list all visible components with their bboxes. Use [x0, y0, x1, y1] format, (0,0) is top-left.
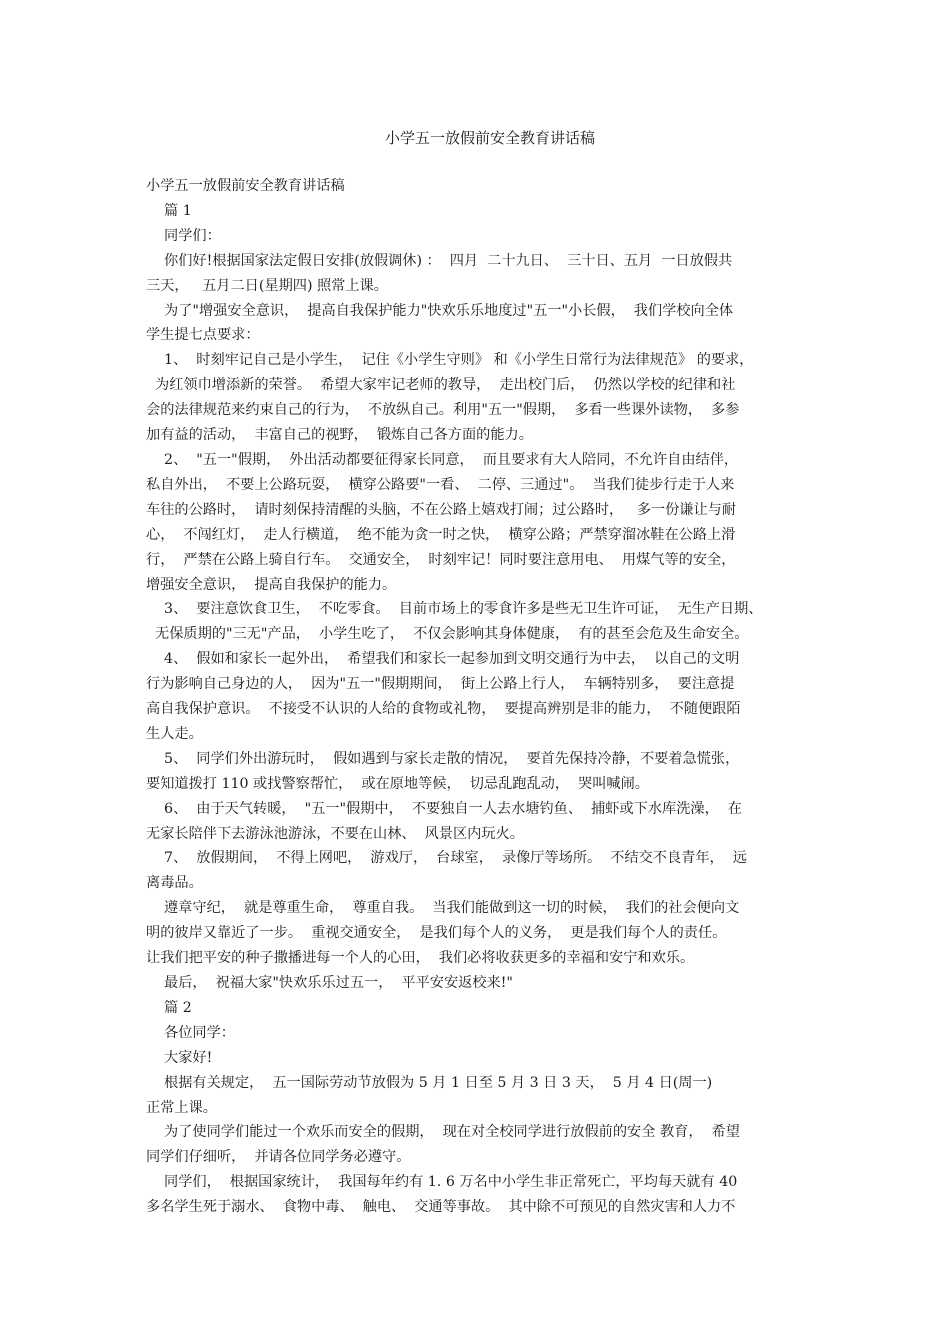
text-line: 正常上课。	[146, 1099, 217, 1116]
text-line: 行为影响自己身边的人， 因为"五一"假期期间， 街上公路上行人， 车辆特别多， 要注意提	[146, 676, 735, 693]
text-line: 会的法律规范来约束自己的行为， 不放纵自己。利用"五一"假期， 多看一些课外读物， 多参	[146, 402, 740, 419]
text-line: 增强安全意识， 提高自我保护的能力。	[146, 576, 397, 593]
text-line: 6、 由于天气转暖， "五一"假期中， 不要独自一人去水塘钓鱼、 捕虾或下水库洗澡， 在	[146, 800, 742, 817]
text-line: 同学们， 根据国家统计， 我国每年约有 1. 6 万名中小学生非正常死亡，平均每天就有 40	[146, 1174, 738, 1191]
text-line: 无保质期的"三无"产品， 小学生吃了， 不仅会影响其身体健康， 有的甚至会危及生命安全。	[146, 626, 749, 643]
text-line: 篇 2	[146, 999, 192, 1016]
text-line: 明的彼岸又靠近了一步。 重视交通安全， 是我们每个人的义务， 更是我们每个人的责任。	[146, 925, 727, 942]
text-line: 高自我保护意识。 不接受不认识的人给的食物或礼物， 要提高辨别是非的能力， 不随便跟陌	[146, 701, 741, 718]
text-line: 为了使同学们能过一个欢乐而安全的假期， 现在对全校同学进行放假前的安全 教育， 希望	[146, 1124, 740, 1141]
text-line: 最后， 祝福大家"快欢乐乐过五一， 平平安安返校来!"	[146, 975, 513, 991]
text-line: 为了"增强安全意识， 提高自我保护能力"快欢乐乐地度过"五一"小长假， 我们学校向全体	[146, 302, 734, 319]
text-line: 三天， 五月二日(星期四) 照常上课。	[146, 277, 388, 294]
document-page	[146, 126, 814, 1220]
text-line: 同学们仔细听， 并请各位同学务必遵守。	[146, 1149, 411, 1166]
text-line: 加有益的活动， 丰富自己的视野， 锻炼自己各方面的能力。	[146, 427, 533, 444]
text-line: 无家长陪伴下去游泳池游泳，不要在山林、 风景区内玩火。	[146, 825, 524, 842]
text-line: 大家好!	[146, 1049, 213, 1066]
text-line: 小学五一放假前安全教育讲话稿	[146, 178, 345, 194]
text-line: 4、 假如和家长一起外出， 希望我们和家长一起参加到文明交通行为中去， 以自己的文明	[146, 651, 740, 668]
text-line: 生人走。	[146, 725, 203, 742]
text-line: 行， 严禁在公路上骑自行车。 交通安全， 时刻牢记！同时要注意用电、 用煤气等的安全，	[146, 551, 736, 568]
text-line: 学生提七点要求：	[146, 327, 260, 344]
text-line: 篇 1	[146, 202, 192, 219]
text-line: 1、 时刻牢记自己是小学生， 记住《小学生守则》 和《小学生日常行为法律规范》 的要求，	[146, 352, 754, 369]
text-line: 5、 同学们外出游玩时， 假如遇到与家长走散的情况， 要首先保持冷静，不要着急慌张，	[146, 750, 740, 767]
text-line: 根据有关规定， 五一国际劳动节放假为 5 月 1 日至 5 月 3 日 3 天， 5 月 4 日(周一)	[146, 1074, 713, 1091]
text-line: 车往的公路时， 请时刻保持清醒的头脑，不在公路上嬉戏打闹；过公路时， 多一份谦让与耐	[146, 501, 737, 518]
text-line: 同学们：	[146, 227, 221, 244]
text-line: 7、 放假期间， 不得上网吧， 游戏厅， 台球室， 录像厅等场所。 不结交不良青年， 远	[146, 850, 747, 867]
text-line: 遵章守纪， 就是尊重生命， 尊重自我。 当我们能做到这一切的时候， 我们的社会便向文	[146, 900, 740, 917]
text-line: 要知道拨打 110 或找警察帮忙， 或在原地等候， 切忌乱跑乱动， 哭叫喊闹。	[146, 775, 649, 792]
text-line: 让我们把平安的种子撒播进每一个人的心田， 我们必将收获更多的幸福和安宁和欢乐。	[146, 950, 695, 967]
text-line: 各位同学：	[146, 1024, 235, 1041]
text-line: 心， 不闯红灯， 走人行横道， 绝不能为贪一时之快， 横穿公路；严禁穿溜冰鞋在公路上滑	[146, 526, 736, 543]
text-line: 2、 "五一"假期， 外出活动都要征得家长同意， 而且要求有大人陪同，不允许自由结伴，	[146, 451, 739, 468]
document-title: 小学五一放假前安全教育讲话稿	[384, 129, 595, 147]
text-line: 多名学生死于溺水、 食物中毒、 触电、 交通等事故。 其中除不可预见的自然灾害和人力不	[146, 1199, 736, 1216]
text-line: 离毒品。	[146, 875, 203, 892]
text-line: 私自外出， 不要上公路玩耍， 横穿公路要"一看、 二停、三通过"。 当我们徒步行走于人来	[146, 476, 735, 493]
text-line: 为红领巾增添新的荣誉。 希望大家牢记老师的教导， 走出校门后， 仍然以学校的纪律和社	[146, 377, 736, 394]
document-body	[146, 174, 814, 1220]
text-line: 你们好!根据国家法定假日安排(放假调休) ： 四月 二十九日、 三十日、五月 一日放假共	[146, 252, 733, 269]
text-line: 3、 要注意饮食卫生， 不吃零食。 目前市场上的零食许多是些无卫生许可证， 无生产日期、	[146, 601, 763, 618]
